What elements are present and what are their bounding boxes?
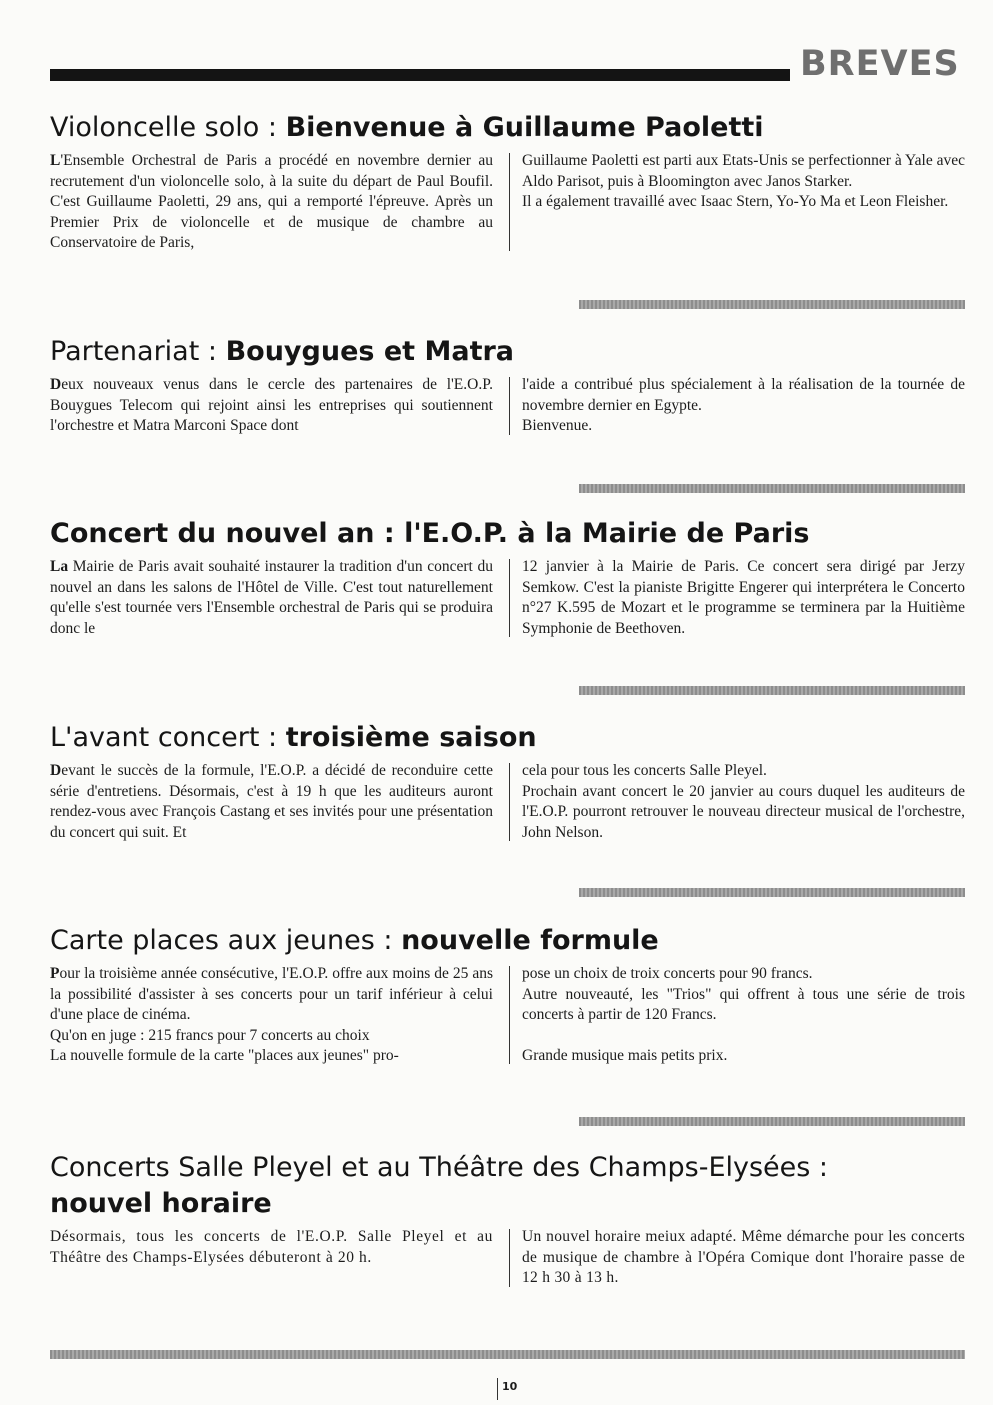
column-divider [509,559,510,637]
column-divider [509,763,510,841]
article-title: Partenariat : Bouygues et Matra [50,336,515,367]
separator-rule [579,1117,965,1126]
article-title: Concert du nouvel an : l'E.O.P. à la Mairie de Paris [50,518,810,549]
left-column: Devant le succès de la formule, l'E.O.P. a décidé de reconduire cette série d'entretiens. Désormais, c'est à 19 h que les auditeurs auront rendez-vous avec François Castang et ses invités pour une présentation du concert qui suit. Et [50,762,493,841]
right-column: l'aide a contribué plus spécialement à la réalisation de la tournée de novembre dernier en Egypte. Bienvenue. [522,376,965,434]
column-divider [509,1229,510,1287]
page-number-tick [497,1378,498,1400]
column-divider [509,153,510,251]
column-divider [509,966,510,1064]
bottom-rule [50,1350,965,1359]
left-column: Deux nouveaux venus dans le cercle des partenaires de l'E.O.P. Bouygues Telecom qui rejoint ainsi les entreprises qui soutiennent l'orchestre et Matra Marconi Space dont [50,376,493,434]
section-header-label: BREVES [800,44,960,84]
right-column: Un nouvel horaire meiux adapté. Même démarche pour les concerts de musique de chambre à l'Opéra Comique dont l'horaire passe de 12 h 30 à 13 h. [522,1228,965,1286]
right-column: cela pour tous les concerts Salle Pleyel. Prochain avant concert le 20 janvier au cours duquel les auditeurs de l'E.O.P. pourront retrouver le nouveau directeur musical de l'orchestre, John Nelson. [522,762,965,841]
article-title: Violoncelle solo : Bienvenue à Guillaume Paoletti [50,112,764,143]
article-title: Concerts Salle Pleyel et au Théâtre des Champs-Elysées : nouvel horaire [50,1152,829,1219]
left-column: La Mairie de Paris avait souhaité instaurer la tradition d'un concert du nouvel an dans les salons de l'Hôtel de Ville. C'est tout naturellement qu'elle s'est tournée vers l'Ensemble orchestral de Paris qui se produira donc le [50,558,493,637]
column-divider [509,377,510,435]
article-violoncelle [50,110,965,251]
separator-rule [579,686,965,695]
article-avant-concert [50,720,965,841]
article-title: L'avant concert : troisième saison [50,722,537,753]
separator-rule [579,888,965,897]
right-column: pose un choix de troix concerts pour 90 francs. Autre nouveauté, les "Trios" qui offrent à tous une série de trois concerts à partir de 120 Francs. Grande musique mais petits prix. [522,965,965,1064]
right-column: Guillaume Paoletti est parti aux Etats-Unis se perfectionner à Yale avec Aldo Parisot, puis à Bloomington avec Janos Starker. Il a également travaillé avec Isaac Stern, Yo-Yo Ma et Leon Fleisher. [522,152,965,210]
left-column: Pour la troisième année consécutive, l'E.O.P. offre aux moins de 25 ans la possibilité d'assister à ses concerts pour un tarif inférieur à celui d'une place de cinéma. Qu'on en juge : 215 francs pour 7 concerts au choix La nouvelle formule de la carte "places aux jeunes" pro- [50,965,493,1064]
article-nouvel-horaire [50,1150,965,1286]
left-column: Désormais, tous les concerts de l'E.O.P. Salle Pleyel et au Théâtre des Champs-Elysées débuteront à 20 h. [50,1228,493,1266]
article-carte-jeunes [50,923,965,1064]
article-title: Carte places aux jeunes : nouvelle formule [50,925,659,956]
page-number: 10 [502,1380,518,1393]
header-rule [50,69,790,81]
right-column: 12 janvier à la Mairie de Paris. Ce concert sera dirigé par Jerzy Semkow. C'est la pianiste Brigitte Engerer qui interprétera le Concerto n°27 K.595 de Mozart et le programme se terminera par la Huitième Symphonie de Beethoven. [522,558,965,637]
left-column: L'Ensemble Orchestral de Paris a procédé en novembre dernier au recrutement d'un violoncelle solo, à la suite du départ de Paul Boufil. C'est Guillaume Paoletti, 29 ans, qui a remporté l'épreuve. Après un Premier Prix de violoncelle et de musique de chambre au Conservatoire de Paris, [50,152,493,251]
article-concert-nouvel-an [50,516,965,637]
article-partenariat [50,334,965,434]
separator-rule [579,484,965,493]
separator-rule [579,300,965,309]
